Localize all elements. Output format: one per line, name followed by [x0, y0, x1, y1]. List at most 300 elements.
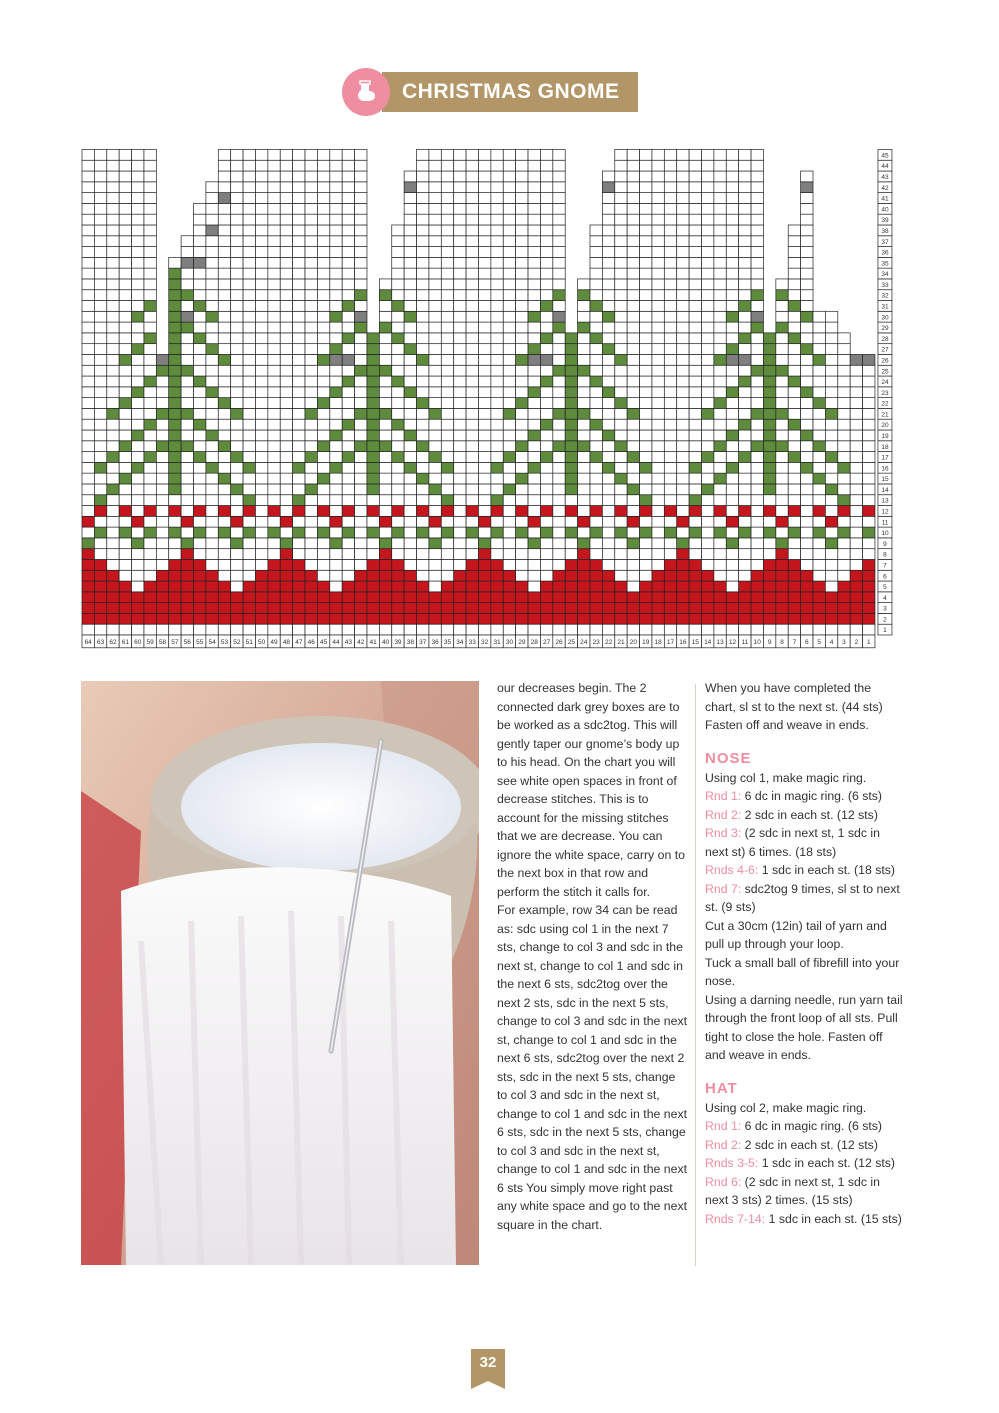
- chart-cell: [516, 365, 528, 376]
- chart-cell: [94, 225, 106, 236]
- chart-cell: [293, 581, 305, 592]
- chart-cell: [243, 214, 255, 225]
- chart-cell: [194, 387, 206, 398]
- chart-cell: [739, 538, 751, 549]
- chart-cell: [528, 484, 540, 495]
- chart-cell: [305, 354, 317, 365]
- chart-cell: [726, 516, 738, 527]
- chart-cell: [615, 203, 627, 214]
- chart-cell: [132, 247, 144, 258]
- chart-cell: [330, 398, 342, 409]
- chart-cell: [739, 527, 751, 538]
- chart-cell: [243, 171, 255, 182]
- chart-cell: [280, 452, 292, 463]
- chart-cell: [739, 290, 751, 301]
- chart-cell: [194, 613, 206, 624]
- chart-cell: [726, 506, 738, 517]
- chart-cell: [664, 452, 676, 463]
- chart-cell: [788, 613, 800, 624]
- row-number: 45: [881, 152, 889, 160]
- chart-cell: [206, 527, 218, 538]
- chart-cell: [231, 322, 243, 333]
- chart-cell: [429, 311, 441, 322]
- chart-cell: [763, 398, 775, 409]
- chart-cell: [652, 484, 664, 495]
- chart-cell: [293, 333, 305, 344]
- chart-cell: [342, 408, 354, 419]
- chart-cell: [664, 301, 676, 312]
- chart-cell: [763, 592, 775, 603]
- chart-cell: [590, 257, 602, 268]
- chart-cell: [478, 495, 490, 506]
- chart-cell: [144, 441, 156, 452]
- chart-cell: [602, 279, 614, 290]
- chart-cell: [478, 247, 490, 258]
- chart-cell: [627, 160, 639, 171]
- chart-cell: [491, 311, 503, 322]
- chart-cell: [181, 408, 193, 419]
- chart-cell: [813, 311, 825, 322]
- chart-cell: [144, 613, 156, 624]
- chart-cell: [652, 452, 664, 463]
- chart-cell: [119, 613, 131, 624]
- chart-cell: [553, 365, 565, 376]
- chart-cell: [429, 354, 441, 365]
- chart-cell: [714, 506, 726, 517]
- gnome-beard-photo: [81, 681, 479, 1265]
- chart-cell: [801, 613, 813, 624]
- chart-cell: [689, 613, 701, 624]
- chart-cell: [503, 592, 515, 603]
- chart-cell: [838, 559, 850, 570]
- chart-cell: [578, 311, 590, 322]
- chart-cell: [441, 344, 453, 355]
- chart-cell: [243, 506, 255, 517]
- chart-cell: [763, 462, 775, 473]
- chart-cell: [590, 549, 602, 560]
- chart-cell: [813, 559, 825, 570]
- chart-cell: [94, 268, 106, 279]
- chart-cell: [268, 257, 280, 268]
- chart-cell: [565, 538, 577, 549]
- chart-cell: [825, 581, 837, 592]
- chart-cell: [776, 570, 788, 581]
- chart-cell: [540, 236, 552, 247]
- chart-cell: [702, 365, 714, 376]
- chart-cell: [305, 516, 317, 527]
- chart-cell: [268, 149, 280, 160]
- chart-cell: [850, 538, 862, 549]
- chart-cell: [677, 462, 689, 473]
- chart-cell: [702, 559, 714, 570]
- chart-cell: [478, 203, 490, 214]
- chart-cell: [652, 398, 664, 409]
- chart-cell: [726, 344, 738, 355]
- chart-cell: [726, 624, 738, 635]
- chart-cell: [813, 527, 825, 538]
- chart-cell: [82, 365, 94, 376]
- chart-cell: [194, 290, 206, 301]
- chart-cell: [726, 333, 738, 344]
- chart-cell: [751, 365, 763, 376]
- chart-cell: [132, 441, 144, 452]
- chart-cell: [788, 430, 800, 441]
- chart-cell: [429, 473, 441, 484]
- chart-cell: [478, 462, 490, 473]
- chart-cell: [466, 473, 478, 484]
- chart-cell: [503, 516, 515, 527]
- chart-cell: [156, 354, 168, 365]
- chart-cell: [156, 441, 168, 452]
- chart-cell: [801, 592, 813, 603]
- chart-cell: [478, 430, 490, 441]
- chart-cell: [441, 419, 453, 430]
- chart-cell: [132, 581, 144, 592]
- chart-cell: [317, 182, 329, 193]
- chart-cell: [664, 559, 676, 570]
- chart-cell: [330, 225, 342, 236]
- chart-cell: [615, 452, 627, 463]
- chart-cell: [714, 354, 726, 365]
- chart-cell: [615, 527, 627, 538]
- chart-cell: [280, 279, 292, 290]
- chart-cell: [627, 214, 639, 225]
- chart-cell: [82, 398, 94, 409]
- chart-cell: [739, 236, 751, 247]
- chart-cell: [528, 236, 540, 247]
- chart-cell: [293, 473, 305, 484]
- chart-cell: [516, 441, 528, 452]
- chart-cell: [739, 247, 751, 258]
- chart-cell: [664, 333, 676, 344]
- chart-cell: [478, 419, 490, 430]
- chart-cell: [590, 279, 602, 290]
- chart-cell: [602, 344, 614, 355]
- chart-cell: [305, 473, 317, 484]
- chart-cell: [615, 149, 627, 160]
- chart-cell: [132, 149, 144, 160]
- chart-cell: [119, 279, 131, 290]
- chart-cell: [726, 603, 738, 614]
- chart-cell: [305, 559, 317, 570]
- chart-cell: [578, 398, 590, 409]
- chart-cell: [392, 408, 404, 419]
- chart-cell: [243, 193, 255, 204]
- chart-cell: [640, 279, 652, 290]
- chart-cell: [590, 592, 602, 603]
- chart-cell: [863, 495, 875, 506]
- chart-cell: [640, 538, 652, 549]
- chart-cell: [330, 344, 342, 355]
- chart-cell: [392, 354, 404, 365]
- chart-cell: [392, 344, 404, 355]
- chart-cell: [144, 452, 156, 463]
- chart-cell: [863, 549, 875, 560]
- chart-cell: [640, 203, 652, 214]
- chart-cell: [850, 484, 862, 495]
- chart-cell: [503, 311, 515, 322]
- chart-cell: [367, 365, 379, 376]
- chart-cell: [602, 570, 614, 581]
- chart-cell: [367, 603, 379, 614]
- chart-cell: [268, 268, 280, 279]
- chart-cell: [801, 322, 813, 333]
- chart-cell: [652, 193, 664, 204]
- chart-cell: [231, 365, 243, 376]
- chart-cell: [132, 365, 144, 376]
- chart-cell: [478, 333, 490, 344]
- chart-cell: [553, 214, 565, 225]
- chart-cell: [491, 581, 503, 592]
- chart-cell: [776, 441, 788, 452]
- chart-cell: [280, 484, 292, 495]
- chart-cell: [293, 354, 305, 365]
- chart-cell: [627, 344, 639, 355]
- chart-cell: [305, 495, 317, 506]
- chart-cell: [540, 376, 552, 387]
- chart-cell: [342, 311, 354, 322]
- chart-cell: [231, 559, 243, 570]
- chart-cell: [627, 495, 639, 506]
- chart-cell: [664, 419, 676, 430]
- chart-cell: [553, 613, 565, 624]
- chart-cell: [342, 549, 354, 560]
- chart-cell: [540, 344, 552, 355]
- chart-cell: [379, 322, 391, 333]
- row-number: 42: [881, 184, 889, 192]
- chart-cell: [478, 484, 490, 495]
- chart-cell: [218, 214, 230, 225]
- decrease-paragraph: our decreases begin. The 2 connected dark grey boxes are to be worked as a sdc2tog. This will gently taper our gnome’s body up to his head. On the chart you will see white open spaces in front of decrease stitches. This is to account for the missing stitches that we are decrease. You can ignore the white space, carry on to the next box in that row and perform the stitch it calls for.: [497, 681, 685, 899]
- chart-cell: [119, 247, 131, 258]
- chart-cell: [231, 344, 243, 355]
- chart-cell: [466, 462, 478, 473]
- chart-cell: [664, 268, 676, 279]
- column-number: 8: [780, 639, 784, 646]
- chart-cell: [553, 527, 565, 538]
- chart-cell: [119, 441, 131, 452]
- chart-cell: [714, 365, 726, 376]
- chart-cell: [144, 344, 156, 355]
- chart-cell: [454, 559, 466, 570]
- chart-cell: [392, 301, 404, 312]
- round-text: sdc2tog 9 times, sl st to next st. (9 sts): [705, 881, 900, 914]
- chart-cell: [119, 160, 131, 171]
- chart-cell: [342, 236, 354, 247]
- chart-cell: [404, 322, 416, 333]
- chart-cell: [417, 473, 429, 484]
- chart-cell: [268, 301, 280, 312]
- chart-cell: [342, 441, 354, 452]
- chart-cell: [813, 452, 825, 463]
- chart-cell: [107, 441, 119, 452]
- chart-cell: [194, 462, 206, 473]
- column-number: 64: [84, 639, 92, 646]
- chart-cell: [751, 592, 763, 603]
- chart-cell: [602, 581, 614, 592]
- round-label: Rnd 1:: [705, 1119, 742, 1133]
- chart-cell: [788, 452, 800, 463]
- chart-cell: [379, 452, 391, 463]
- chart-cell: [82, 592, 94, 603]
- chart-cell: [528, 452, 540, 463]
- chart-cell: [181, 279, 193, 290]
- chart-cell: [206, 419, 218, 430]
- chart-cell: [293, 236, 305, 247]
- chart-cell: [578, 613, 590, 624]
- chart-cell: [739, 203, 751, 214]
- chart-cell: [132, 354, 144, 365]
- chart-cell: [429, 581, 441, 592]
- chart-cell: [156, 581, 168, 592]
- chart-cell: [751, 333, 763, 344]
- chart-cell: [714, 570, 726, 581]
- chart-cell: [342, 149, 354, 160]
- chart-cell: [702, 387, 714, 398]
- chart-cell: [429, 495, 441, 506]
- round-text: 6 dc in magic ring. (6 sts): [741, 789, 883, 803]
- column-number: 29: [518, 639, 526, 646]
- chart-cell: [776, 301, 788, 312]
- chart-cell: [702, 581, 714, 592]
- chart-cell: [615, 365, 627, 376]
- chart-cell: [478, 506, 490, 517]
- chart-cell: [627, 603, 639, 614]
- chart-cell: [553, 462, 565, 473]
- chart-cell: [788, 570, 800, 581]
- chart-cell: [441, 441, 453, 452]
- chart-cell: [478, 613, 490, 624]
- chart-cell: [280, 171, 292, 182]
- chart-cell: [726, 430, 738, 441]
- chart-cell: [689, 311, 701, 322]
- row-number: 21: [881, 411, 889, 419]
- chart-cell: [255, 354, 267, 365]
- column-number: 19: [642, 639, 650, 646]
- chart-cell: [739, 182, 751, 193]
- chart-cell: [119, 538, 131, 549]
- chart-cell: [602, 301, 614, 312]
- column-number: 39: [394, 639, 402, 646]
- chart-cell: [305, 570, 317, 581]
- chart-cell: [540, 279, 552, 290]
- chart-cell: [280, 236, 292, 247]
- chart-cell: [268, 484, 280, 495]
- chart-cell: [305, 149, 317, 160]
- chart-cell: [441, 581, 453, 592]
- chart-cell: [194, 473, 206, 484]
- chart-cell: [652, 311, 664, 322]
- chart-cell: [317, 225, 329, 236]
- chart-cell: [454, 506, 466, 517]
- chart-cell: [317, 344, 329, 355]
- chart-cell: [355, 592, 367, 603]
- chart-cell: [825, 516, 837, 527]
- round-text: 2 sdc in each st. (12 sts): [741, 807, 878, 822]
- chart-cell: [813, 398, 825, 409]
- chart-cell: [194, 603, 206, 614]
- chart-cell: [540, 441, 552, 452]
- chart-cell: [726, 160, 738, 171]
- chart-cell: [206, 603, 218, 614]
- chart-cell: [739, 559, 751, 570]
- chart-cell: [305, 408, 317, 419]
- chart-cell: [293, 301, 305, 312]
- column-number: 59: [146, 639, 154, 646]
- chart-cell: [528, 387, 540, 398]
- chart-cell: [751, 516, 763, 527]
- chart-cell: [590, 462, 602, 473]
- chart-cell: [367, 398, 379, 409]
- chart-cell: [404, 527, 416, 538]
- chart-cell: [392, 419, 404, 430]
- chart-cell: [404, 344, 416, 355]
- chart-cell: [739, 581, 751, 592]
- chart-cell: [218, 452, 230, 463]
- chart-cell: [652, 354, 664, 365]
- chart-cell: [516, 527, 528, 538]
- chart-cell: [540, 473, 552, 484]
- chart-cell: [491, 193, 503, 204]
- chart-cell: [677, 322, 689, 333]
- chart-cell: [540, 538, 552, 549]
- chart-cell: [317, 592, 329, 603]
- chart-cell: [652, 225, 664, 236]
- chart-cell: [714, 484, 726, 495]
- chart-cell: [664, 257, 676, 268]
- chart-cell: [627, 322, 639, 333]
- chart-cell: [652, 473, 664, 484]
- chart-cell: [181, 441, 193, 452]
- chart-cell: [206, 430, 218, 441]
- chart-cell: [739, 268, 751, 279]
- chart-cell: [82, 376, 94, 387]
- chart-cell: [293, 408, 305, 419]
- column-number: 34: [456, 639, 464, 646]
- chart-cell: [838, 452, 850, 463]
- chart-cell: [181, 549, 193, 560]
- chart-cell: [491, 225, 503, 236]
- chart-cell: [491, 149, 503, 160]
- chart-cell: [516, 613, 528, 624]
- chart-cell: [528, 344, 540, 355]
- chart-cell: [540, 516, 552, 527]
- chart-cell: [466, 301, 478, 312]
- chart-cell: [255, 408, 267, 419]
- chart-cell: [640, 322, 652, 333]
- chart-cell: [503, 149, 515, 160]
- chart-cell: [342, 516, 354, 527]
- chart-cell: [367, 549, 379, 560]
- chart-cell: [144, 603, 156, 614]
- chart-cell: [231, 182, 243, 193]
- chart-cell: [689, 408, 701, 419]
- chart-cell: [94, 354, 106, 365]
- chart-cell: [429, 516, 441, 527]
- chart-cell: [788, 516, 800, 527]
- chart-cell: [243, 570, 255, 581]
- chart-cell: [392, 484, 404, 495]
- chart-cell: [107, 387, 119, 398]
- chart-cell: [379, 408, 391, 419]
- chart-cell: [751, 290, 763, 301]
- chart-cell: [355, 203, 367, 214]
- chart-cell: [454, 387, 466, 398]
- chart-cell: [305, 398, 317, 409]
- chart-cell: [119, 214, 131, 225]
- chart-cell: [751, 624, 763, 635]
- chart-cell: [280, 624, 292, 635]
